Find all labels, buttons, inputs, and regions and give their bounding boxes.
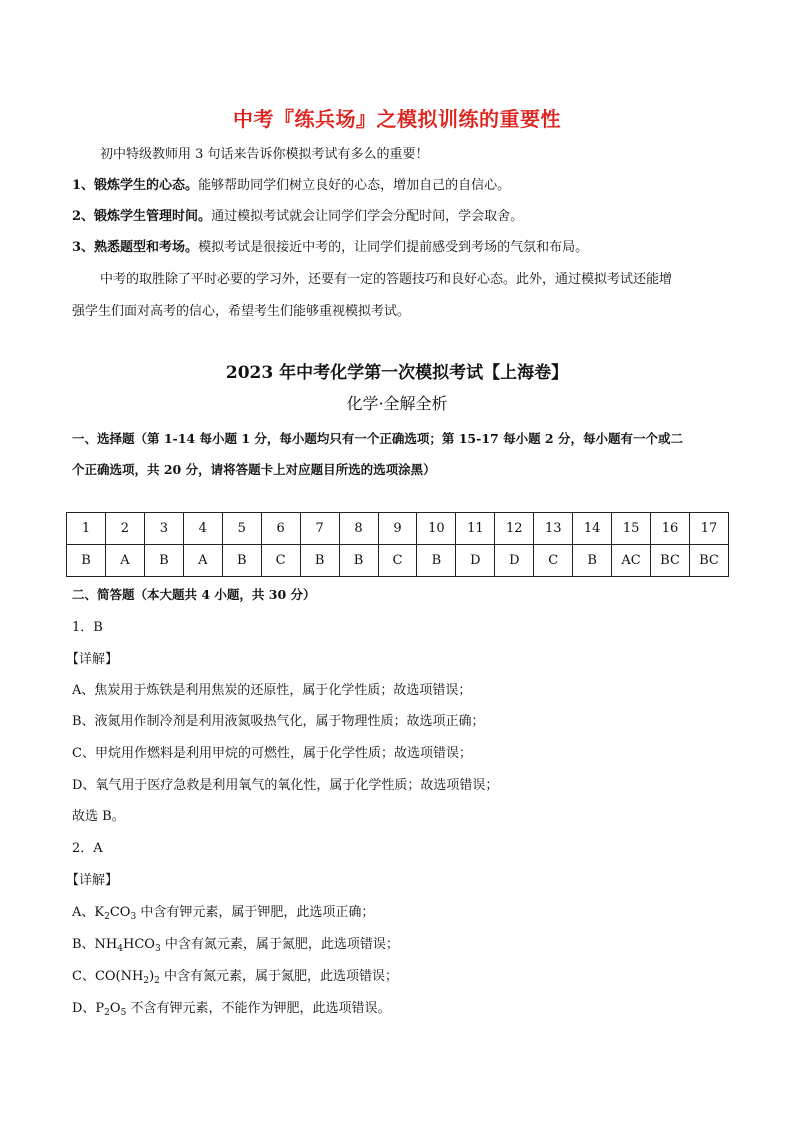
section2-heading: 二、简答题（本大题共 4 小题，共 30 分） <box>72 587 316 602</box>
formula-text: D、P <box>72 1001 105 1016</box>
q1-answer-head: 1．B <box>72 620 103 635</box>
question-number-row <box>67 513 729 545</box>
formula-text: O <box>109 1001 121 1016</box>
formula-subscript: 2 <box>154 976 160 986</box>
formula-text: HCO <box>123 937 155 952</box>
answer-cell: C <box>261 545 300 577</box>
exam-title: 2023 年中考化学第一次模拟考试【上海卷】 <box>225 363 569 383</box>
answer-cell: BC <box>651 545 690 577</box>
question-number-cell: 7 <box>300 513 339 545</box>
answer-cell: B <box>300 545 339 577</box>
point-text: 模拟考试是很接近中考的，让同学们提前感受到考场的气氛和布局。 <box>198 240 589 255</box>
formula-text: A、K <box>72 905 105 920</box>
question-number-cell: 17 <box>690 513 729 545</box>
promo-point-1 <box>72 177 722 195</box>
question-number-cell: 11 <box>456 513 495 545</box>
q2-option-c <box>72 968 722 986</box>
option-text: 中含有氮元素，属于氮肥，此选项错误； <box>159 969 399 984</box>
answer-cell: B <box>222 545 261 577</box>
formula-text: B、NH <box>72 937 118 952</box>
question-number-cell: 8 <box>339 513 378 545</box>
question-number-cell: 2 <box>105 513 144 545</box>
answer-cell: B <box>67 545 106 577</box>
question-number-cell: 10 <box>417 513 456 545</box>
question-number-cell: 1 <box>67 513 106 545</box>
answer-cell: B <box>573 545 612 577</box>
option-text: 中含有钾元素，属于钾肥，此选项正确； <box>136 905 375 920</box>
answer-cell: BC <box>690 545 729 577</box>
exam-subtitle: 化学·全解全析 <box>346 394 448 413</box>
answer-cell: B <box>339 545 378 577</box>
answer-cell: C <box>534 545 573 577</box>
answer-cell: A <box>183 545 222 577</box>
q2-detail-label: 【详解】 <box>66 873 119 888</box>
question-number-cell: 12 <box>495 513 534 545</box>
question-number-cell: 9 <box>378 513 417 545</box>
formula-subscript: 2 <box>104 1008 110 1018</box>
point-heading: 锻炼学生管理时间。 <box>94 209 212 224</box>
answer-cell: B <box>144 545 183 577</box>
point-heading: 锻炼学生的心态。 <box>94 178 199 193</box>
q1-option-b: B、液氮用作制冷剂是利用液氮吸热气化，属于物理性质；故选项正确； <box>72 714 485 729</box>
question-number-cell: 4 <box>183 513 222 545</box>
point-number: 3、 <box>72 240 95 255</box>
q2-option-b <box>72 936 722 954</box>
q1-option-c: C、甲烷用作燃料是利用甲烷的可燃性，属于化学性质；故选项错误； <box>72 746 472 761</box>
answer-row <box>67 545 729 577</box>
promo-title: 中考『练兵场』之模拟训练的重要性 <box>233 107 561 131</box>
q2-option-d <box>72 1000 722 1018</box>
answer-cell: D <box>495 545 534 577</box>
formula-subscript: 2 <box>143 976 150 986</box>
question-number-cell: 15 <box>612 513 651 545</box>
point-number: 1、 <box>72 178 95 193</box>
q1-detail-label: 【详解】 <box>66 652 119 667</box>
answer-cell: B <box>417 545 456 577</box>
answer-cell: C <box>378 545 417 577</box>
answer-cell: D <box>456 545 495 577</box>
formula-text: C、CO(NH <box>72 969 144 984</box>
formula-subscript: 4 <box>117 944 123 954</box>
point-number: 2、 <box>72 209 95 224</box>
promo-paragraph-line-2: 强学生们面对高考的信心，希望考生们能够重视模拟考试。 <box>72 304 411 319</box>
formula-text: ) <box>149 969 155 984</box>
promo-intro: 初中特级教师用 3 句话来告诉你模拟考试有多么的重要！ <box>100 147 429 162</box>
formula-subscript: 3 <box>130 912 137 922</box>
point-text: 通过模拟考试就会让同学们学会分配时间，学会取舍。 <box>211 209 524 224</box>
q1-option-d: D、氧气用于医疗急救是利用氧气的氧化性，属于化学性质；故选项错误； <box>72 778 499 793</box>
q1-conclusion: 故选 B。 <box>72 809 125 824</box>
promo-point-3 <box>72 239 722 257</box>
question-number-cell: 16 <box>651 513 690 545</box>
question-number-cell: 3 <box>144 513 183 545</box>
question-number-cell: 14 <box>573 513 612 545</box>
option-text: 中含有氮元素，属于氮肥，此选项错误； <box>160 937 399 952</box>
section1-heading-line-1: 一、选择题（第 1-14 每小题 1 分，每小题均只有一个正确选项；第 15-17 每小题 2 分，每小题有一个或二 <box>72 431 683 446</box>
option-text: 不含有钾元素，不能作为钾肥，此选项错误。 <box>126 1001 391 1016</box>
point-text: 能够帮助同学们树立良好的心态，增加自己的自信心。 <box>198 178 511 193</box>
formula-subscript: 5 <box>120 1008 127 1018</box>
answer-cell: A <box>105 545 144 577</box>
section1-heading-line-2: 个正确选项，共 20 分，请将答题卡上对应题目所选的选项涂黑） <box>72 462 436 477</box>
question-number-cell: 6 <box>261 513 300 545</box>
formula-subscript: 3 <box>154 944 161 954</box>
formula-subscript: 2 <box>104 912 110 922</box>
answer-table <box>66 512 729 577</box>
question-number-cell: 13 <box>534 513 573 545</box>
q2-option-a <box>72 904 722 922</box>
q1-option-a: A、焦炭用于炼铁是利用焦炭的还原性，属于化学性质；故选项错误； <box>72 683 472 698</box>
answer-cell: AC <box>612 545 651 577</box>
formula-text: CO <box>109 905 131 920</box>
q2-answer-head: 2．A <box>72 841 103 856</box>
promo-point-2 <box>72 208 722 226</box>
point-heading: 熟悉题型和考场。 <box>94 240 199 255</box>
promo-paragraph-line-1: 中考的取胜除了平时必要的学习外，还要有一定的答题技巧和良好心态。此外，通过模拟考试还能增 <box>100 272 673 287</box>
question-number-cell: 5 <box>222 513 261 545</box>
